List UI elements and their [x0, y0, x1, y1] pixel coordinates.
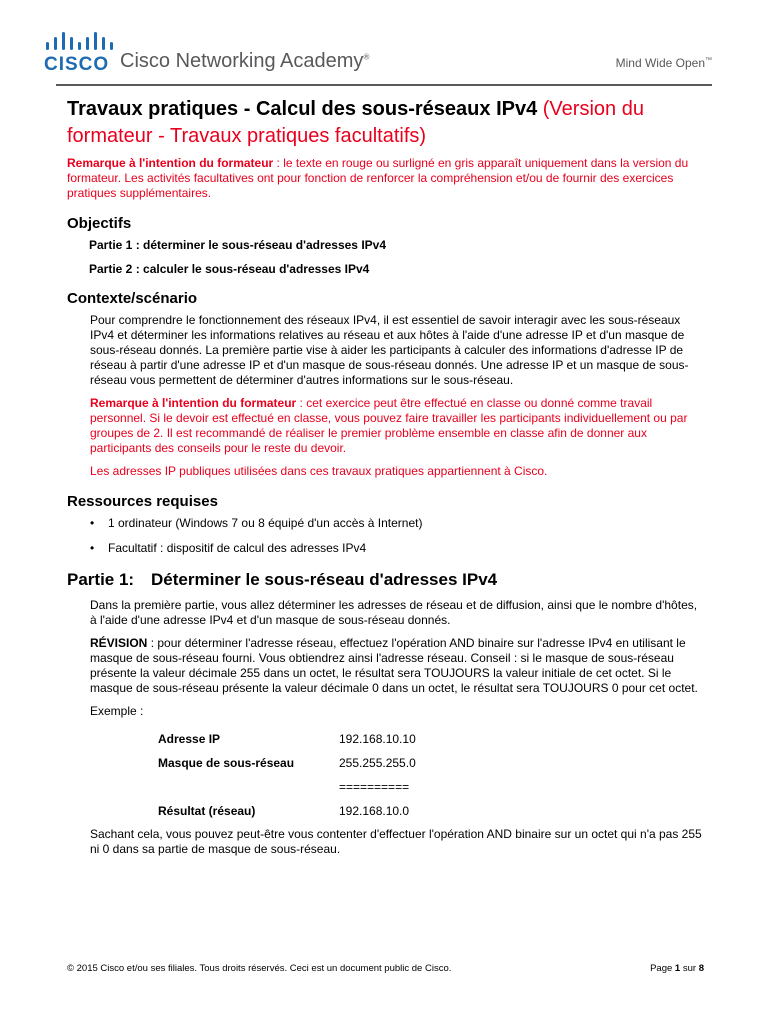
page-header — [0, 0, 768, 88]
part1-number: Partie 1: — [67, 570, 135, 589]
bullet-icon: • — [90, 541, 95, 555]
academy-text: Cisco Networking Academy — [120, 50, 364, 72]
page-current: 1 — [674, 963, 681, 974]
resources-list — [90, 516, 707, 556]
tagline — [616, 56, 712, 70]
context-instructor-note — [90, 396, 707, 456]
cisco-ip-note: Les adresses IP publiques utilisées dans ces travaux pratiques appartiennent à Cisco. — [90, 464, 548, 478]
registered-mark: ® — [363, 52, 370, 62]
objective-item-1: Partie 1 : déterminer le sous-réseau d'adresses IPv4 — [89, 238, 386, 252]
table-row — [158, 799, 416, 823]
copyright: © 2015 Cisco et/ou ses filiales. Tous droits réservés. Ceci est un document public de Cisco. — [67, 963, 452, 974]
table-row — [158, 751, 416, 775]
example-key: Adresse IP — [158, 732, 221, 746]
part1-revision — [90, 636, 707, 696]
list-item — [90, 516, 707, 531]
resource-text: 1 ordinateur (Windows 7 ou 8 équipé d'un accès à Internet) — [108, 516, 423, 530]
list-item — [90, 541, 707, 556]
table-row — [158, 727, 416, 751]
bullet-icon: • — [90, 516, 95, 530]
document-body — [67, 96, 707, 865]
trademark-mark: ™ — [705, 57, 712, 64]
example-value: 192.168.10.10 — [339, 732, 416, 746]
title-instructor-version: (Version du formateur - Travaux pratiques facultatifs) — [67, 98, 644, 147]
revision-text: : pour déterminer l'adresse réseau, effectuez l'opération AND binaire sur l'adresse IPv4 en utilisant le masque de sous-réseau fourni. Vous obtiendrez ainsi l'adresse réseau. Conseil : si le masque de sous-réseau présente la valeur décimale 255 dans un octet, le résultat sera TOUJOURS la valeur initiale de cet octet. Si le masque de sous-réseau présente la valeur décimale 0 dans un octet, le résultat sera TOUJOURS 0 pour cet octet. — [90, 636, 698, 695]
cisco-logo — [44, 30, 120, 74]
page-label: Page — [650, 963, 675, 974]
instructor-note-label: Remarque à l'intention du formateur — [67, 156, 274, 170]
instructor-note — [67, 156, 707, 201]
part1-intro: Dans la première partie, vous allez déterminer les adresses de réseau et de diffusion, ainsi que le nombre d'hôtes, à l'aide d'une adresse IPv4 et d'un masque de sous-réseau donnés. — [90, 598, 698, 627]
revision-label: RÉVISION — [90, 636, 148, 650]
context-note-label: Remarque à l'intention du formateur — [90, 396, 297, 410]
example-value: 192.168.10.0 — [339, 804, 410, 818]
page-number — [650, 963, 704, 974]
academy-name — [120, 50, 369, 73]
tagline-text: Mind Wide Open — [615, 56, 705, 70]
objectives-heading: Objectifs — [67, 215, 132, 232]
part1-heading — [67, 570, 707, 590]
example-table — [158, 727, 416, 823]
cisco-bridge-icon — [44, 30, 114, 52]
part1-closing: Sachant cela, vous pouvez peut-être vous contenter d'effectuer l'opération AND binaire sur un octet qui n'a pas 255 ni 0 dans sa partie de masque de sous-réseau. — [90, 827, 702, 856]
title-main: Travaux pratiques - Calcul des sous-réseaux IPv4 — [67, 98, 543, 120]
resources-heading: Ressources requises — [67, 493, 218, 510]
example-key: Masque de sous-réseau — [158, 756, 295, 770]
example-label: Exemple : — [90, 704, 144, 718]
example-key: Résultat (réseau) — [158, 804, 256, 818]
context-paragraph: Pour comprendre le fonctionnement des réseaux IPv4, il est essentiel de savoir interagir avec les sous-réseaux IPv4 et déterminer les informations relatives au réseau et aux hôtes à l'aide d'une adresse IP et d'un masque de sous-réseau donnés. La première partie vise à aider les participants à calculer des informations d'adresse IP de réseau à partir d'une adresse IP et d'un masque de sous-réseau donnés. Une adresse IP et un masque de sous-réseau vous permettent de déterminer d'autres informations sur le sous-réseau. — [90, 313, 689, 387]
example-value: 255.255.255.0 — [339, 756, 416, 770]
page-title — [67, 96, 707, 150]
objective-item-2: Partie 2 : calculer le sous-réseau d'adresses IPv4 — [89, 262, 370, 276]
context-heading: Contexte/scénario — [67, 290, 198, 307]
part1-title: Déterminer le sous-réseau d'adresses IPv4 — [151, 570, 498, 589]
page-sep: sur — [680, 963, 699, 974]
page-total: 8 — [698, 963, 704, 974]
resource-text: Facultatif : dispositif de calcul des adresses IPv4 — [108, 541, 367, 555]
table-row — [158, 775, 416, 799]
context-note-text: : cet exercice peut être effectué en classe ou donné comme travail personnel. Si le devoir est effectué en classe, vous pouvez faire travailler les participants individuellement ou par groupes de 2. Il est recommandé de réaliser le premier problème ensemble en classe afin de donner aux participants des conseils pour le reste du devoir. — [90, 396, 688, 455]
header-divider — [56, 84, 712, 86]
example-key — [158, 775, 339, 799]
cisco-wordmark: CISCO — [44, 54, 110, 75]
example-value: ========== — [339, 780, 410, 794]
instructor-note-text: : le texte en rouge ou surligné en gris apparaît uniquement dans la version du formateur. Les activités facultatives ont pour fonction de renforcer la compréhension et/ou de fournir des exercices pratiques supplémentaires. — [67, 156, 689, 200]
